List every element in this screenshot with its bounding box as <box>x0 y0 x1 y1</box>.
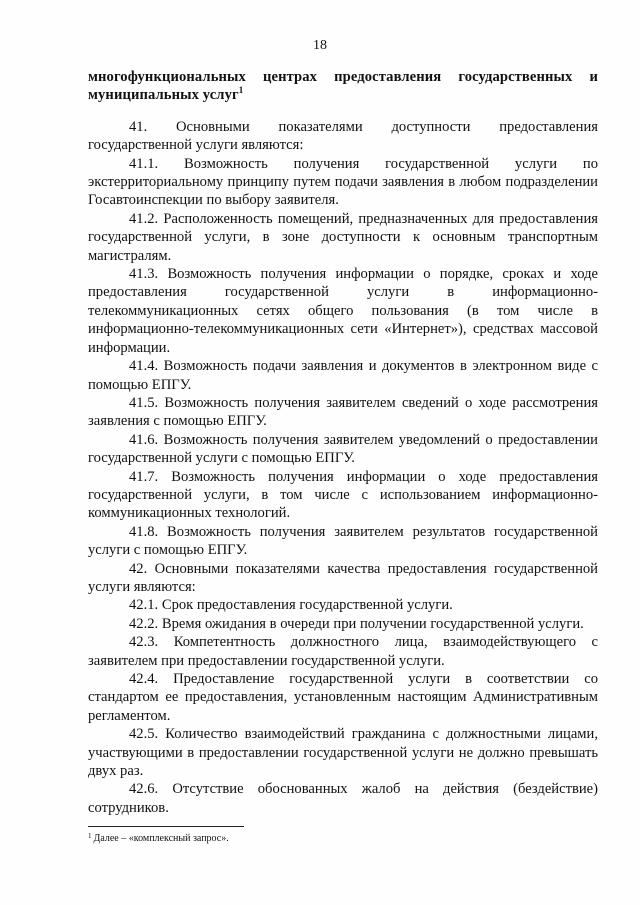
footnote-separator <box>88 826 244 827</box>
paragraph: 41.2. Расположенность помещений, предназначенных для предоставления государственной услуги, в зоне доступности к основным транспортным магистралям. <box>88 210 598 264</box>
page-number: 18 <box>313 38 327 53</box>
paragraph: 41.1. Возможность получения государственной услуги по экстерриториальному принципу путем подачи заявления в любом подразделении Госавтоинспекции по выбору заявителя. <box>88 155 598 209</box>
paragraph: 42.2. Время ожидания в очереди при получении государственной услуги. <box>129 615 584 632</box>
paragraph: 42.6. Отсутствие обоснованных жалоб на действия (бездействие) сотрудников. <box>88 781 598 816</box>
section-heading-text: многофункциональных центрах предоставления государственных и муниципальных услуг <box>88 69 598 104</box>
paragraph: 41.8. Возможность получения заявителем результатов государственной услуги с помощью ЕПГУ. <box>88 523 598 559</box>
paragraph: 41.4. Возможность подачи заявления и документов в электронном виде с помощью ЕПГУ. <box>88 358 598 393</box>
paragraph: 41.7. Возможность получения информации о ходе предоставления государственной услуги, в том числе с использованием информационно-коммуникационных технологий. <box>88 468 598 522</box>
paragraph: 42.4. Предоставление государственной услуги в соответствии со стандартом ее предоставления, установленным настоящим Административным регламентом. <box>88 671 598 724</box>
paragraph: 42.5. Количество взаимодействий гражданина с должностными лицами, участвующими в предоставлении государственной услуги не должно превышать двух раз. <box>88 726 598 780</box>
document-body <box>88 68 598 817</box>
section-heading <box>88 68 598 105</box>
footnote <box>88 833 598 845</box>
paragraph: 41.6. Возможность получения заявителем уведомлений о предоставлении государственной услуги с помощью ЕПГУ. <box>88 431 598 467</box>
footnote-marker: 1 <box>88 832 92 840</box>
paragraph: 41.3. Возможность получения информации о порядке, сроках и ходе предоставления государственной услуги в информационно-телекоммуникационных сетях общего пользования (в том числе в информационно-телекоммуникационных сети «Интернет»), средствах массовой информации. <box>88 266 598 356</box>
footnote-text: Далее – «комплексный запрос». <box>93 833 229 844</box>
footnote-reference: 1 <box>238 85 244 96</box>
paragraph: 41. Основными показателями доступности предоставления государственной услуги являются: <box>88 118 598 154</box>
paragraph: 42.3. Компетентность должностного лица, взаимодействующего с заявителем при предоставлении государственной услуги. <box>88 634 598 669</box>
paragraph-list <box>88 118 598 817</box>
paragraph: 42. Основными показателями качества предоставления государственной услуги являются: <box>88 560 598 595</box>
paragraph: 42.1. Срок предоставления государственной услуги. <box>129 597 453 614</box>
paragraph: 41.5. Возможность получения заявителем сведений о ходе рассмотрения заявления с помощью ЕПГУ. <box>88 394 598 430</box>
